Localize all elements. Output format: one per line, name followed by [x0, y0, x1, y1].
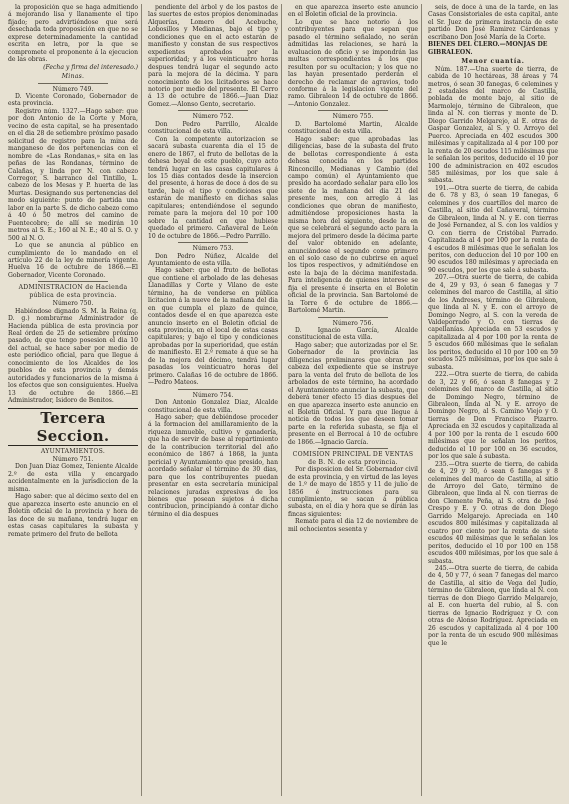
paragraph: Don Pedro Parrillo, Alcalde constitucional de esta villa.: [148, 120, 278, 136]
paragraph: Hago saber; que autorizadas por el Sr. Gobernador de la provincia las diligencias preliminares que obran por cabeza del expediente que se instruye para la venta del fruto de bellota de los arbolados de este término, ha acordado el Ayuntamiento anunciar la subasta, que deberá tener efecto 15 dias despues del en que aparezca inserto este anuncio en el Boletin Oficial. Y para que llegue á noticia de todos los que deseen tomar parte en la referida subasta, se fija el presente en el Berrocal á 10 de octubre de 1866.—Ignacio García.: [288, 341, 418, 446]
notice-number: Número 755.: [332, 113, 374, 121]
divider: [38, 83, 108, 84]
column-1: [8, 4, 142, 796]
notice-number: Número 749.: [52, 85, 94, 93]
paragraph: 207.—Otra suerte de tierra, de cabida de 4, 29 y 93, ó sean 6 fanegas y 7 celemines del marco de Castilla, al sitio de los Andreses, término de Gibraleon, que linda al N. y E. con el arroyo de Domingo Negro, al S. con la vereda de Valdeporrado y O. con tierras de capellanías. Apreciada en 53 escudos y capitalizada al 4 por 100 por la renta de 5 escudos 660 milésimas que le señalan los peritos, deducido el 10 por 100 en 59 escudos 525 milésimas, por los que sale á subasta.: [428, 274, 558, 371]
column-3: [288, 4, 422, 796]
notice-number: Número 751.: [52, 456, 94, 464]
paragraph: Con la competente autorizacion se sacará subasta cuarenta dia el 15 de enero de 1867, el fruto de bellotas de la dehesa boyal de este pueblo, cuyo acto tendrá lugar en las casas capitulares á los 15 dias contados desde la insercion del presente, á horas de doce á dos de su tarde, bajo el tipo y condiciones que estarán de manifiesto en dichas salas capitulares; entendiéndose el segundo remate para la mejora del 10 por 100 sobre la cantidad en que hubiese quedado el primero. Cañaveral de León 10 de octubre de 1866.—Pedro Parrillo.: [148, 135, 278, 240]
section-heading-bienes: BIENES DEL CLERO.—MONJAS DE GIBRALEON.: [428, 41, 548, 56]
divider: [178, 110, 248, 111]
paragraph: Núm. 187.—Una suerte de tierra, de cabida de 10 hectáreas, 38 áreas y 74 metros, ó sean 30 fanegas, 6 celemines y 2 estadales del marco de Castilla, poblada de monte bajo, al sitio de Marmolejo, término de Gibraleon, que linda al N. con tierras y monte de D. Diego Garrido Melgarejo, al E. otras de Gaspar Gonzalez, al S. y O. Arroyo del Puerco. Apreciada en 402 escudos 300 milésimas y capitalizada al 4 por 100 por la renta de 20 escudos 115 milésimas que le señalan los peritos, deducido el 10 por 100 de administracion en 402 escudos 585 milésimas, por los que sale á subasta.: [428, 65, 558, 185]
paragraph: Hago saber: que al décimo sexto del en que aparezca inserto este anuncio en el Boletin oficial de la provincia y hora de las doce de su mañana, tendrá lugar en estas casas capitulares la subasta y remate primero del fruto de bellota: [8, 493, 138, 538]
paragraph: 235.—Otra suerte de tierra, de cabida de 4, 29 y 30, ó sean 6 fanegas y 8 celemines del marco de Castilla, al sitio de Arroyo del Gato, término de Gibraleon, que linda al N. con tierras de don Clemente Peña, al S. otra de José Crespo y E. y O. otras de don Diego Garrido Melgarejo. Apreciada en 140 escudos 800 milésimas y capitalizada al cuatro por ciento por la renta de siete escudos 40 milésimas que le señalan los peritos, deducido el 10 por 100 en 158 escudos 400 milésimas, por los que sale á subasta.: [428, 460, 558, 565]
paragraph: 191.—Otra suerte de tierra, de cabida de 6. 78 y 83, ó sean 19 fanegas, 6 celemines y dos cuartillos del marco de Castilla, al sitio del Cañaveral, término de Gibraleon, linda al N. y E. con tierras de José Fernandez, al S. con los valdíos y O. con tierra de Cristóbal Parrado. Capitalizada al 4 por 100 por la renta de 4 escudos 8 milésimas que le señalan los peritos, con deduccion del 10 por 100 en 90 escudos 180 milésimas y apreciada en 90 escudos, por los que sale á subasta.: [428, 184, 558, 274]
newspaper-page: [8, 4, 561, 796]
paragraph: Hago saber; que debiéndose proceder á la formacion del amillaramiento de la riqueza inmueble, cultivo y ganadería, que ha de servir de base al repartimiento de la contribucion territorial del año económico de 1867 á 1868, la junta pericial y Ayuntamiento que presido, han acordado señalar el término de 30 dias, para que los contribuyentes puedan presentar en esta secretaría municipal relaciones juradas expresivas de los bienes que posean sujetos á dicha contribucion, principiando á contar dicho término el dia despues: [148, 414, 278, 518]
divider: [38, 281, 108, 282]
paragraph: Don Juan Diaz Gomez, Teniente Alcalde 2.º de esta villa y encargado accidentalmente en la jurisdiccion de la misma.: [8, 463, 138, 493]
divider: [318, 317, 388, 318]
section-heading-comision: COMISION PRINCIPAL DE VENTAS de B. N. de esta provincia.: [292, 451, 414, 466]
paragraph: Registro núm. 1327.—Hago saber: que por don Antonio de la Corte y Mora, vecino de esta capital, se ha presentado en el dia 28 de setiembre próximo pasado solicitud de registro para la mina de manganeso de dos pertenencias con el nombre de «Las Rondanas,» sita en las peñas de las Rondanas, término de Calañas, y linda por N. con cabezo Corregor, S. barranco del Tintillo, L. cabezo de los Mesas y P. huerta de las Murtas. Designando sus pertenencias del modo siguiente: punto de partida una labor en la parte S. de dicho cabezo como á 40 ó 50 metros del camino de Fuentecobre; de allí se medirán 10 metros al S. E.; 160 al N. E.; 40 al S. O. y 500 al N. O.: [8, 107, 138, 242]
paragraph: Por disposicion del Sr. Gobernador civil de esta provincia, y en virtud de las leyes de 1.º de mayo de 1855 y 11 de julio de 1856 é instrucciones para su cumplimiento, se sacan á pública subasta, en el dia y hora que se dirán las fincas siguientes:: [288, 466, 418, 518]
subheading-menor-cuantia: Menor cuantía.: [461, 58, 525, 66]
section-heading-ayuntamientos: AYUNTAMIENTOS.: [40, 447, 106, 455]
section-heading-administracion: ADMINISTRACION de Hacienda pública de esta provincia.: [18, 284, 128, 299]
paragraph: D. Ignacio García, Alcalde constitucional de esta villa.: [288, 327, 418, 342]
column-2: [148, 4, 282, 796]
section-heading-minas: Minas.: [61, 73, 85, 81]
divider: [318, 448, 388, 449]
paragraph: 245.—Otra suerte de tierra, de cabida de 4, 50 y 77, ó sean 7 fanegas del marco de Castilla, al sitio de Vega del Judío, término de Gibraleon, que linda al N. con tierras de don Diego Garrido Melgarejo, al E. con huerta del rubio, al S. con tierras de Ignacio Rodríguez y O. con otras de Alonso Rodríguez. Apreciada en 26 escudos y capitalizada al 4 por 100 por la renta de un escudo 900 milésimas que le: [428, 564, 558, 647]
paragraph: seis, de doce á una de la tarde, en las Casas Consistoriales de esta capital, ante el Sr. Juez de primera instancia de este partido Don José Ramirez Cárdenas y escribano Don José María de la Corte.: [428, 4, 558, 41]
notice-number: Número 756.: [332, 319, 374, 327]
paragraph: la proposición que se haga admitiendo á mejorando lisa y llanamente el tipo fijado; pero advirtiéndose que será desechada toda proposición en que no se exprese determinadamente la cantidad escrita en letra, por la que se compromete el proponente á la ejecucion de las obras.: [8, 4, 138, 64]
paragraph: Don Antonio Gonzalez Diaz, Alcalde constitucional de esta villa.: [148, 399, 278, 414]
notice-number: Número 753.: [192, 245, 234, 253]
paragraph: Hago saber: que el fruto de bellotas que contiene el arbolado de las dehesas Llanadillas y Corte y Vilano de este término, ha de venderse en pública licitacion á la nueve de la mañana del dia en que cumpla el plazo de quince, contados desde el en que aparezca este anuncio inserto en el Boletin oficial de esta provincia, en el local de estas casas capitulares; y bajo el tipo y condiciones aprobadas por la superioridad, que están de manifiesto. El 2.º remate á que se ha de la mejora del décimo, tendrá lugar pasadas los veinticuatro horas del primero. Calañas 16 de octubre de 1866.—Pedro Mateos.: [148, 267, 278, 387]
section-title-tercera: Tercera Seccion.: [8, 408, 138, 446]
notice-number: Número 750.: [52, 300, 94, 308]
signature-line: (Fecha y firma del interesado.): [43, 63, 138, 71]
divider: [318, 110, 388, 111]
column-4: [428, 4, 561, 796]
paragraph: Don Pedro Núñez, Alcalde del Ayuntamiento de esta villa.: [148, 252, 278, 267]
paragraph: pendiente del árbol y de los pastos de las suertes de estos propios denominadas Alquerías, Lomero del Acebuche, Lobosillos y Medianas, bajo el tipo y condiciones que en el acto estarán de manifiesto y constan de sus respectivos expedientes aprobados por la superioridad; y á los veinticuatro horas despues tendrá lugar el segundo acto para la mejora de la décima. Y para conocimiento de los licitadores se hace notorio por medio del presente. El Cerro á 13 de octubre de 1866.—Juan Diaz Gomez.—Alonso Gento, secretario.: [148, 4, 278, 108]
divider: [178, 389, 248, 390]
paragraph: D. Vicente Coronado, Gobernador de esta provincia.: [8, 92, 138, 108]
notice-number: Número 754.: [192, 391, 234, 399]
paragraph: D. Bartolomé Martin, Alcalde constitucional de esta villa.: [288, 120, 418, 136]
divider: [178, 242, 248, 243]
paragraph: Habiéndose dignado S. M. la Reina (q. D. g.) nombrarme Administrador de Hacienda pública de esta provincia por Real órden de 25 de setiembre próximo pasado, de que tengo posesion el dia 10 del actual, se hace saber por medio de este periódico oficial, para que llegue á conocimiento de los Alcaldes de los pueblos de esta provincia y demás autoridades y funcionarios de la misma á los efectos que son consiguientes. Huelva 13 de octubre de 1866.—El Administrador, Isidoro de Benitos.: [8, 307, 138, 405]
paragraph: Lo que se hace notorio á los contribuyentes para que sepan que pasado el término señalado, no serán admitidas las relaciones, se hará la evaluacion de oficio y se impondrán las multas correspondientes á los que resulten por su ocultacion; y los que no las hayan presentado perderán el derecho de reclamar de agravios, todo conforme á la legislacion vigente del ramo. Gibraleon 14 de octubre de 1866.—Antonio Gonzalez.: [288, 18, 418, 108]
notice-number: Número 752.: [192, 113, 234, 121]
paragraph: Lo que se anuncia al público en cumplimiento de lo mandado en el artículo 22 de la ley de minería vigente. Huelva 16 de octubre de 1866.—El Gobernador, Vicente Coronado.: [8, 242, 138, 279]
paragraph: 222.—Otra suerte de tierra, de cabida de 3, 22 y 66, ó sean 8 fanegas y 2 celemines del marco de Castilla, al sitio de Domingo Negro, término de Gibraleon, linda al N. y E. arroyo de Domingo Negro, al S. Camino Viejo y O. tierras de Don Francisco Pizarro. Apreciada en 32 escudos y capitalizada al 4 por 100 por la renta de 1 escudo 600 milésimas que le señalan los peritos, deducido el 10 por 100 en 36 escudos, por los que sale á subasta.: [428, 371, 558, 461]
paragraph: Remate para el dia 12 de noviembre de mil ochocientos sesenta y: [288, 518, 418, 533]
paragraph: Hago saber: que aprobadas las diligencias, base de la subasta del fruto de bellotas correspondiente á esta dehesa conocida en los partidos Rinconcillo, Medianas y Cambio (del campo común) el Ayuntamiento que presido ha acordado señalar para ello los siete de la mañana del dia 21 del presente mes, con arreglo á las condiciones que obran de manifiesto, admitiéndose proposiciones hasta la misma hora del siguiente, desde la en que se celebrará el segundo acto para la mejora del primero desde la décima parte del valor obtenido en adelante, anunciándose el segundo como primero en el solo caso de no cubrirse en aquel los tipos respectivos, y admitiéndose en este la baja de la décima manifestada. Para inteligencia de quienes interese se fija el presente é inserta en el Boletin oficial de la provincia. San Bartolomé de la Torre 6 de octubre de 1866.—Bartolomé Martin.: [288, 135, 418, 315]
paragraph: en que aparezca inserto este anuncio en el Boletin oficial de la provincia.: [288, 4, 418, 19]
